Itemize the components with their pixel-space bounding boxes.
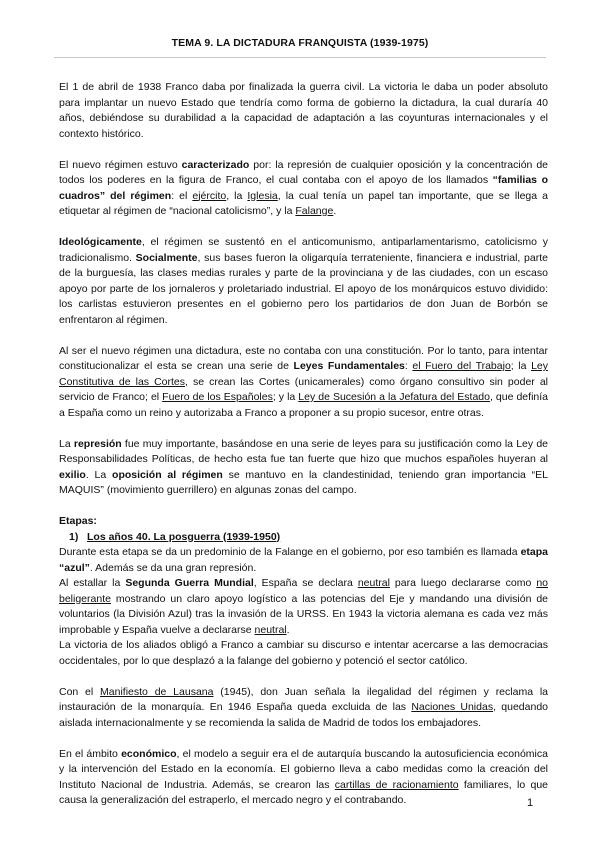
- page-number: 1: [527, 797, 534, 809]
- underlined-term: Ley de Sucesión a la Jefatura del Estado: [298, 391, 490, 403]
- text-run: mostrando un claro apoyo logístico a las potencias del Eje y mandando una división de voluntarios (la División Azul) tras la invasión de la URSS. En 1943 la victoria alemana es cada vez más improbable y España vuelve a declararse: [59, 592, 548, 636]
- underlined-term: el Fuero del Trabajo: [412, 360, 511, 372]
- title-divider: [54, 57, 546, 58]
- text-run: , sus bases fueron la oligarquía terrateniente, financiera e industrial, parte de la burguesía, las clases medias rurales y parte de la provinciana y de las ciudades, con un escaso apoyo por parte de los jornaleros y proletariado industrial. El apoyo de los monárquicos estuvo dividido: los carlistas estuvieron presentes en el gobierno pero los partidarios de don Juan de Borbón se enfrentaron al régimen.: [59, 251, 548, 326]
- bold-term: caracterizado: [181, 158, 250, 171]
- paragraph-aliados: La victoria de los aliados obligó a Franco a cambiar su discurso e intentar acercarse a las democracias occidentales, por lo que desplazó a la falange del gobierno y potenció el sector católico.: [59, 639, 548, 667]
- page-title: TEMA 9. LA DICTADURA FRANQUISTA (1939-1975): [171, 37, 429, 49]
- bold-term: Socialmente: [135, 251, 198, 264]
- text-run: Al estallar la: [59, 577, 126, 589]
- paragraph-represion: [59, 437, 548, 499]
- text-run: por: la represión de cualquier oposición y la concentración de todos los poderes en la figura de Franco, el cual contaba con el apoyo de los llamados: [59, 158, 549, 186]
- bold-term: Leyes Fundamentales: [293, 360, 405, 372]
- bold-term: económico: [121, 747, 177, 760]
- paragraph-leyes: [59, 344, 548, 422]
- section-number: 1): [69, 530, 79, 543]
- text-run: , quedando aislada internacionalmente y se recomienda la salida de Madrid de todos los embajadores.: [59, 701, 548, 729]
- bold-term: Ideológicamente: [59, 236, 142, 248]
- text-run: , la cual tenía un papel tan importante, que se llega a etiquetar al régimen de “nacional catolicismo”, y la: [59, 189, 548, 217]
- text-run: : el: [171, 189, 193, 202]
- paragraph-intro: El 1 de abril de 1938 Franco daba por finalizada la guerra civil. La victoria le daba un poder absoluto para implantar un nuevo Estado que tendría como forma de gobierno la dictadura, la cual duraría 40 años, debiéndose su durabilidad a la capacidad de adaptación a las coyunturas internacionales y el contexto histórico.: [59, 81, 548, 140]
- paragraph-economia: [59, 747, 548, 809]
- text-run: .: [333, 205, 337, 217]
- underlined-term: Ley Constitutiva de las Cortes: [59, 360, 548, 388]
- text-run: fue muy importante, basándose en una serie de leyes para su justificación como la Ley de Responsabilidades Políticas, de hecho esta fue tan fuerte que hizo que muchos españoles huyeran al: [59, 437, 548, 465]
- underlined-term: Fuero de los Españoles: [162, 391, 273, 403]
- text-run: :: [404, 360, 413, 372]
- bold-term: represión: [73, 437, 122, 450]
- text-run: ; la: [510, 360, 532, 372]
- bold-term: exilio: [59, 468, 86, 481]
- underlined-term: cartillas de racionamiento: [334, 778, 459, 791]
- underlined-term: ejército: [192, 189, 227, 202]
- text-run: Durante esta etapa se da un predominio de la Falange en el gobierno, por eso también es llamada: [59, 546, 521, 558]
- text-run: . Además se da una gran represión.: [89, 561, 257, 574]
- underlined-term: neutral: [254, 623, 287, 636]
- underlined-term: Naciones Unidas: [411, 701, 494, 713]
- bold-term: oposición al régimen: [112, 468, 223, 481]
- text-run: , que definía a España como un reino y autorizaba a Franco a proponer a su propio sucesor, entre otras.: [59, 391, 548, 419]
- section-title: Los años 40. La posguerra (1939-1950): [87, 530, 281, 543]
- text-run: para luego declararse como: [389, 577, 537, 589]
- text-run: En el ámbito: [59, 747, 122, 760]
- text-run: , la: [226, 189, 248, 202]
- text-run: La: [59, 437, 74, 450]
- underlined-term: Falange: [295, 205, 334, 217]
- text-run: Con el: [59, 685, 101, 698]
- text-run: , España se declara: [253, 577, 358, 589]
- document-body: [59, 80, 548, 809]
- text-run: (1945), don Juan señala la ilegalidad del régimen y reclama la instauración de la monarquía. En 1946 España queda excluida de las: [59, 685, 549, 713]
- paragraph-lausana: [59, 685, 548, 732]
- text-run: El nuevo régimen estuvo: [59, 158, 182, 171]
- bold-term: etapa “azul”: [59, 546, 548, 574]
- underlined-term: Manifiesto de Lausana: [100, 685, 214, 698]
- bold-term: Segunda Guerra Mundial: [125, 577, 254, 589]
- paragraph-ideologia: [59, 235, 548, 328]
- text-run: , se crean las Cortes (unicamerales) como órgano consultivo sin poder al servicio de Franco; el: [59, 375, 548, 403]
- paragraph-etapa-azul: [59, 545, 548, 576]
- text-run: Al ser el nuevo régimen una dictadura, este no contaba con una constitución. Por lo tanto, para intentar constitucionalizar el esta se crean una serie de: [59, 344, 548, 372]
- text-run: se mantuvo en la clandestinidad, teniendo gran importancia “EL MAQUIS” (movimiento guerrillero) en algunas zonas del campo.: [59, 468, 548, 496]
- text-run: familiares, lo que causa la generalización del estraperlo, el mercado negro y el contrabando.: [59, 778, 548, 806]
- text-run: . La: [85, 468, 113, 481]
- section-heading-1: [59, 530, 548, 546]
- text-run: ; y la: [272, 391, 299, 403]
- text-run: , el modelo a seguir era el de autarquía buscando la autosuficiencia económica y la intervención del Estado en la economía. El gobierno lleva a cabo medidas como la creación del Instituto Nacional de Industria. Además, se crearon las: [59, 747, 548, 791]
- etapas-label: Etapas:: [59, 515, 97, 527]
- underlined-term: neutral: [357, 577, 390, 589]
- paragraph-segunda-guerra: [59, 576, 548, 638]
- paragraph-caracteristicas: [59, 158, 548, 220]
- underlined-term: Iglesia: [247, 189, 278, 202]
- text-run: .: [286, 623, 290, 636]
- text-run: , el régimen se sustentó en el anticomunismo, antiparlamentarismo, catolicismo y tradicionalismo.: [59, 236, 548, 264]
- underlined-term: no beligerante: [59, 577, 548, 605]
- bold-term: “familias o cuadros” del régimen: [59, 174, 549, 202]
